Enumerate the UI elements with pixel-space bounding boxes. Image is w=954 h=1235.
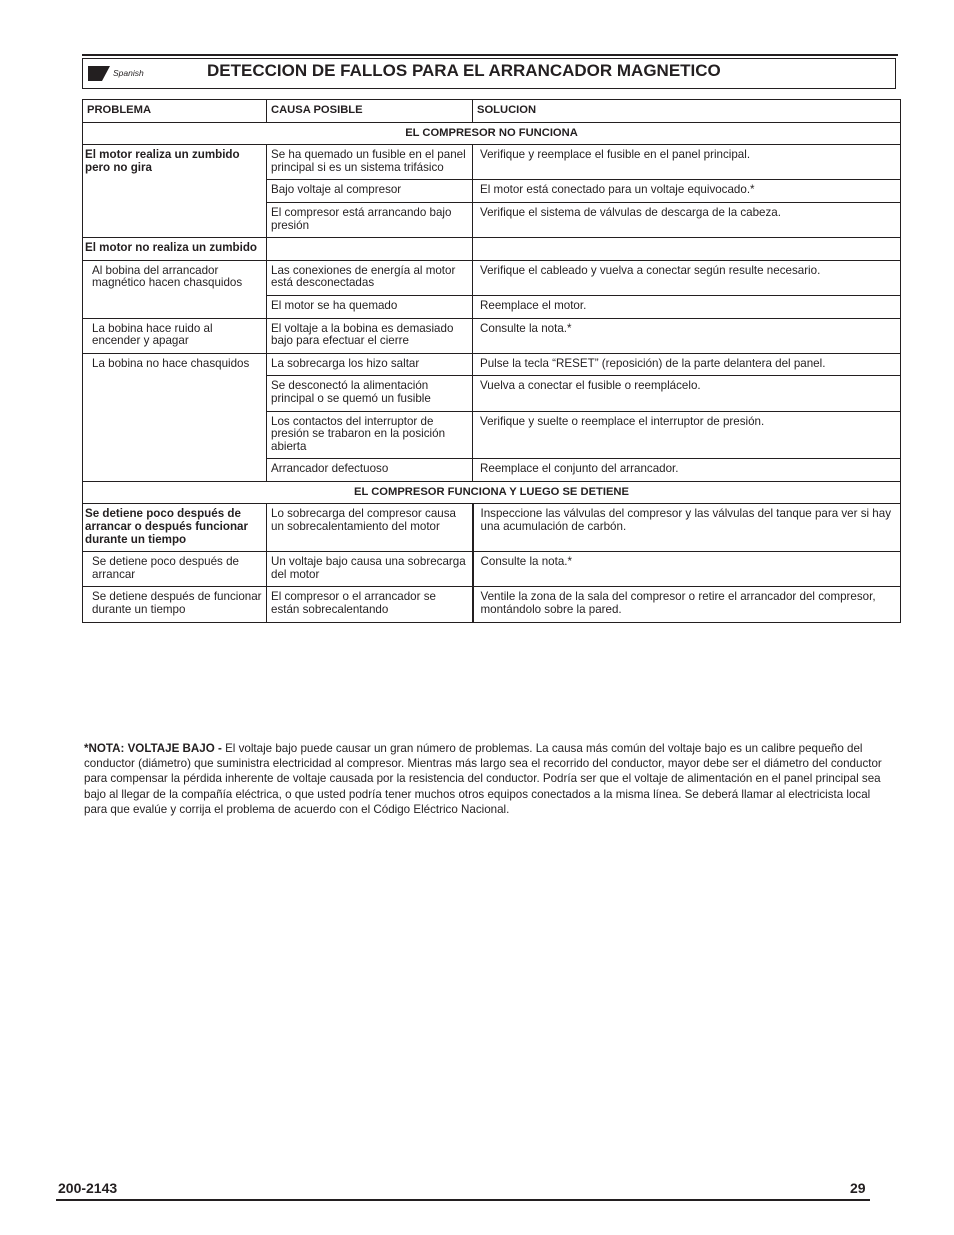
problem-cell: La bobina no hace chasquidos xyxy=(83,353,267,481)
cause-cell: El voltaje a la bobina es demasiado bajo para efectuar el cierre xyxy=(267,318,473,353)
section-heading: EL COMPRESOR NO FUNCIONA xyxy=(83,122,901,145)
solution-cell: Reemplace el conjunto del arrancador. xyxy=(473,459,901,482)
note-text: El voltaje bajo puede causar un gran número de problemas. La causa más común del voltaje bajo es un calibre pequeño del conductor (diámetro) que suministra electricidad al compresor. Mientras más largo sea el recorrido del conductor, mayor debe ser el diámetro del conductor para compensar la pérdida inherente de voltaje causada por la resistencia del conductor. Podría ser que el voltaje de alimentación en el panel principal sea bajo al llegar de la compañía eléctrica, o que usted podría tener muchos otros equipos conectados a la misma línea. Se deberá llamar al electricista local para que evalúe y corrija el problema de acuerdo con el Código Eléctrico Nacional. xyxy=(84,742,882,816)
problem-cell: Se detiene poco después de arrancar o después funcionar durante un tiempo xyxy=(83,504,267,552)
cause-cell: Los contactos del interruptor de presión se trabaron en la posición abierta xyxy=(267,411,473,459)
solution-cell: Verifique el cableado y vuelva a conectar según resulte necesario. xyxy=(473,260,901,295)
column-header-problem: PROBLEMA xyxy=(83,100,267,123)
page-header xyxy=(82,58,896,89)
cause-cell: Bajo voltaje al compresor xyxy=(267,180,473,203)
page-title: DETECCION DE FALLOS PARA EL ARRANCADOR MAGNETICO xyxy=(207,61,721,80)
cause-cell xyxy=(267,238,473,261)
table-row xyxy=(83,587,901,622)
cause-cell: Las conexiones de energía al motor está desconectadas xyxy=(267,260,473,295)
cause-cell: El motor se ha quemado xyxy=(267,295,473,318)
cause-cell: Se desconectó la alimentación principal o se quemó un fusible xyxy=(267,376,473,411)
cause-cell: El compresor está arrancando bajo presión xyxy=(267,202,473,237)
cause-cell: Un voltaje bajo causa una sobrecarga del motor xyxy=(267,552,473,587)
solution-cell: Pulse la tecla “RESET” (reposición) de la parte delantera del panel. xyxy=(473,353,901,376)
table-header-row xyxy=(83,100,901,123)
solution-cell: El motor está conectado para un voltaje equivocado.* xyxy=(473,180,901,203)
solution-cell: Verifique el sistema de válvulas de descarga de la cabeza. xyxy=(473,202,901,237)
solution-cell: Vuelva a conectar el fusible o reemplácelo. xyxy=(473,376,901,411)
solution-cell: Verifique y reemplace el fusible en el panel principal. xyxy=(473,145,901,180)
table-row xyxy=(83,504,901,552)
solution-cell: Inspeccione las válvulas del compresor y las válvulas del tanque para ver si hay una acumulación de carbón. xyxy=(473,504,901,552)
page-number: 29 xyxy=(850,1180,866,1196)
language-tab-label: Spanish xyxy=(113,68,144,78)
document-number: 200-2143 xyxy=(58,1180,118,1196)
header-rule xyxy=(82,54,898,56)
table-row xyxy=(83,145,901,180)
table-row xyxy=(83,552,901,587)
solution-cell: Reemplace el motor. xyxy=(473,295,901,318)
troubleshooting-table xyxy=(82,99,901,623)
table-row xyxy=(83,353,901,376)
low-voltage-note xyxy=(84,741,894,817)
cause-cell: Se ha quemado un fusible en el panel principal si es un sistema trifásico xyxy=(267,145,473,180)
table-row xyxy=(83,318,901,353)
column-header-cause: CAUSA POSIBLE xyxy=(267,100,473,123)
section-heading: EL COMPRESOR FUNCIONA Y LUEGO SE DETIENE xyxy=(83,481,901,504)
language-tab-icon xyxy=(88,66,102,81)
cause-cell: El compresor o el arrancador se están sobrecalentando xyxy=(267,587,473,622)
solution-cell xyxy=(473,238,901,261)
problem-cell: El motor no realiza un zumbido xyxy=(83,238,267,261)
problem-cell: El motor realiza un zumbido pero no gira xyxy=(83,145,267,238)
solution-cell: Ventile la zona de la sala del compresor o retire el arrancador del compresor, montándolo sobre la pared. xyxy=(473,587,901,622)
section-row xyxy=(83,122,901,145)
problem-cell: La bobina hace ruido al encender y apagar xyxy=(83,318,267,353)
table-row xyxy=(83,238,901,261)
column-header-solution: SOLUCION xyxy=(473,100,901,123)
problem-cell: Se detiene poco después de arrancar xyxy=(83,552,267,587)
solution-cell: Consulte la nota.* xyxy=(473,318,901,353)
cause-cell: Lo sobrecarga del compresor causa un sobrecalentamiento del motor xyxy=(267,504,473,552)
note-label: *NOTA: VOLTAJE BAJO - xyxy=(84,742,222,755)
language-tab xyxy=(88,64,144,81)
problem-cell: Se detiene después de funcionar durante un tiempo xyxy=(83,587,267,622)
language-tab-flag-icon xyxy=(102,66,110,81)
footer-rule xyxy=(56,1199,870,1201)
table-row xyxy=(83,260,901,295)
problem-cell: Al bobina del arrancador magnético hacen chasquidos xyxy=(83,260,267,318)
solution-cell: Verifique y suelte o reemplace el interruptor de presión. xyxy=(473,411,901,459)
cause-cell: La sobrecarga los hizo saltar xyxy=(267,353,473,376)
section-row xyxy=(83,481,901,504)
solution-cell: Consulte la nota.* xyxy=(473,552,901,587)
cause-cell: Arrancador defectuoso xyxy=(267,459,473,482)
